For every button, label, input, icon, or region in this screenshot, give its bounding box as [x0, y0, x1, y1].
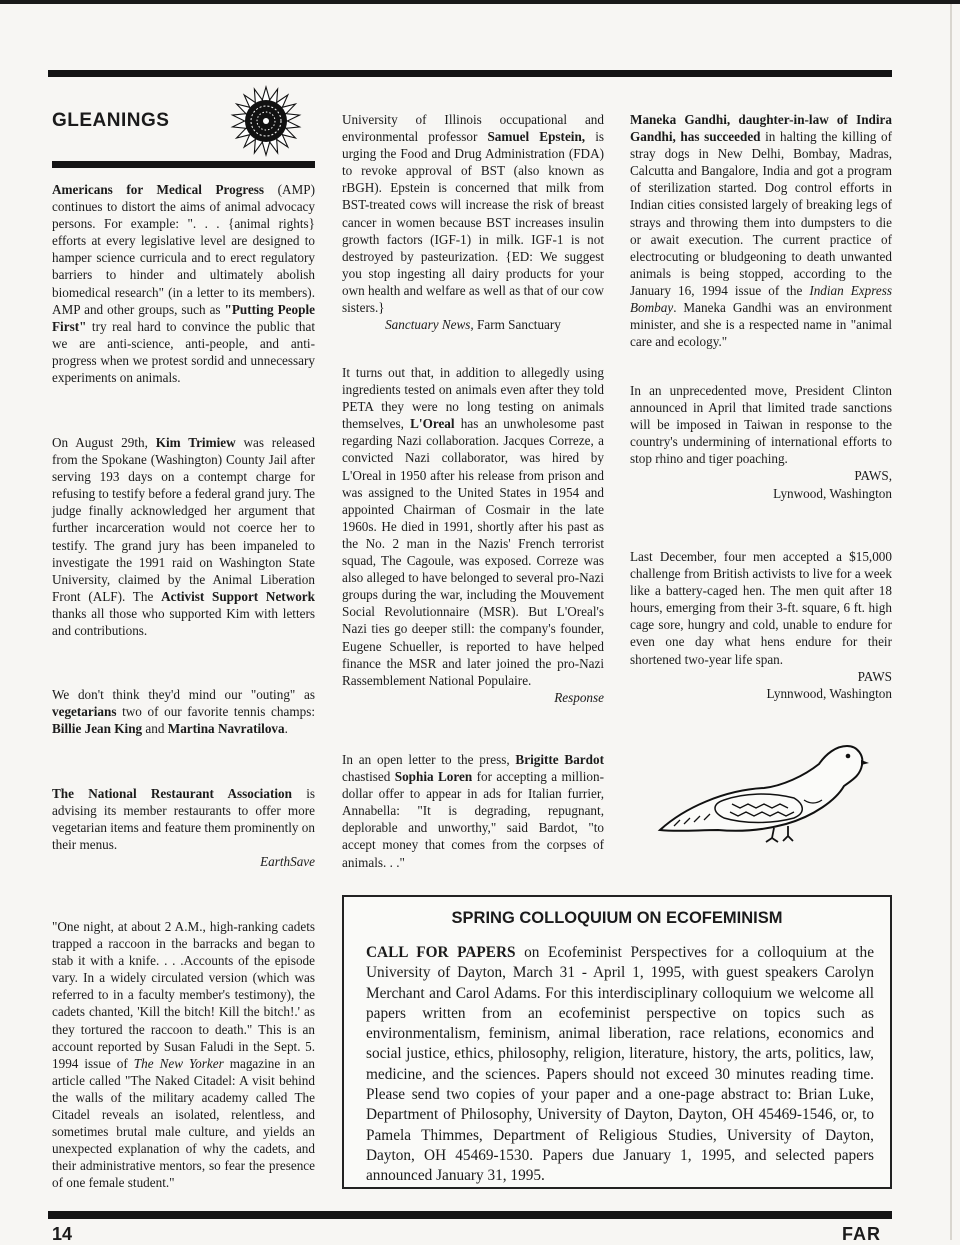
source-credit: Response — [554, 689, 604, 705]
source-credit: PAWS — [857, 668, 892, 684]
page-number: 14 — [52, 1224, 73, 1244]
source-credit: Sanctuary News, Farm Sanctuary — [385, 317, 561, 333]
publication-tag: FAR — [842, 1224, 881, 1244]
article-clinton: In an unprecedented move, President Clinton announced in April that limited trade sanctions will be imposed in Taiwan in response to the country's undermining of international efforts to stop rhino and tiger poaching. PAWS, Lynwood, Washington — [630, 383, 892, 501]
colloquium-box — [342, 895, 892, 1189]
colloquium-title: SPRING COLLOQUIUM ON ECOFEMINISM — [451, 909, 783, 927]
article-hens: Last December, four men accepted a $15,000 challenge from British activists to live for a week like a battery-caged hen. The men quit after 18 hours, emerging from their 3-ft. square, 6 ft. high cage sore, hungry and cold, unable to endure for even one day what hens endure for their shortened two-year life span. PAWS Lynnwood, Washington — [630, 549, 892, 701]
article-citadel: "One night, at about 2 A.M., high-ranking cadets trapped a raccoon in the barracks and began to stab it with a knife. . . .Accounts of the episode vary. In a widely circulated version (which was referred to in a faculty member's testimony), the cadets chanted, 'Kill the bitch! Kill the bitch!.' as they tortured the raccoon to death." This is an account reported by Susan Faludi in the Sept. 5. 1994 issue of The New Yorker magazine in an article called "The Naked Citadel: A visit behind the walls of the military academy called The Citadel reveals an isolated, relentless, and sometimes brutal male culture, and yields an unexpected explanation of why the cadets, and their administrative mentors, so fear the presence of one female student." — [52, 919, 315, 1191]
bottom-rule — [48, 1211, 892, 1219]
heading-rule — [52, 161, 315, 168]
page-top-edge — [0, 0, 960, 4]
article-amp: Americans for Medical Progress (AMP) continues to distort the aims of animal advocacy persons. For example: ". . . {animal rights} efforts at every legislative level are designed to hamper science curricula and to erect regulatory barriers to hinder and ultimately abolish biomedical research" (in a letter to its members). AMP and other groups, such as "Putting People First" try real hard to convince the public that we are anti-science, anti-people, and anti-progress when we protest sordid and unnecessary experiments on animals. — [52, 182, 315, 386]
article-trimiew: On August 29th, Kim Trimiew was released from the Spokane (Washington) County Jail after serving 193 days on a contempt charge for refusing to testify before a federal grand jury. The judge finally acknowledged her argument that further incarceration would not coerce her to testify. The grand jury has been impaneled to investigate the 1991 raid on Washington State University, claimed by the Animal Liberation Front (ALF). The Activist Support Network thanks all those who supported Kim with letters and contributions. — [52, 435, 316, 639]
source-credit: EarthSave — [260, 854, 315, 870]
article-bst: University of Illinois occupational and environmental professor Samuel Epstein, is urging the Food and Drug Administration (FDA) to revoke approval of BST (also known as rBGH). Epstein is concerned that milk from BST-treated cows will increase the risk of breast cancer in women because BST increases insulin growth factors (IGF-1) in milk. IGF-1 is not destroyed by pasteurization. {ED: We suggest you stop ingesting all dairy products for your own health and welfare as well as that of our cow sisters.} Sanctuary News, Farm Sanctuary — [342, 112, 604, 333]
article-tennis: We don't think they'd mind our "outing" as vegetarians two of our favorite tennis champs: Billie Jean King and Martina Navratilova. — [52, 687, 315, 737]
sunflower-icon — [228, 84, 304, 158]
article-loreal: It turns out that, in addition to allegedly using ingredients tested on animals even after they told PETA they were no long testing on animals themselves, L'Oreal has an unwholesome past regarding Nazi collaboration. Jacques Correze, a convicted Nazi collaborator, was hired by L'Oreal in 1950 after his release from prison and was assigned to the United States in 1954 and appointed Chairman of Cosmair in the late 1960s. He died in 1991, shortly after his past as the No. 2 man in the Nazis' French terrorist squad, The Cagoule, was exposed. Correze was also alleged to have belonged to several pro-Nazi groups during the war, including the Mouvement Social Revolutionnaire (MSR). But L'Oreal's Nazi ties go deeper still: the company's founder, Eugene Schueller, is reported to have helped finance the MSR and later joined the pro-Nazi Rassemblement National Populaire. Response — [342, 365, 604, 705]
article-restaurant-association: The National Restaurant Association is advising its member restaurants to offer more vegetarian items and feature them prominently on their menus. EarthSave — [52, 786, 316, 870]
colloquium-body: CALL FOR PAPERS on Ecofeminist Perspectives for a colloquium at the University of Dayton, March 31 - April 1, 1995, with guest speakers Carolyn Merchant and Carol Adams. For this interdisciplinary colloquium we welcome all papers written from an ecofeminist perspective on topics such as environmentalism, feminism, animal liberation, race relations, economics and social justice, ethics, philosophy, religion, literature, history, the arts, politics, law, medicine, and the sciences. Papers should not exceed 30 minutes reading time. Please send two copies of your paper and a one-page abstract to: Brian Luke, Department of Philosophy, University of Dayton, Dayton, OH 45469-1546, or, to Pamela Thimmes, Department of Religious Studies, University of Dayton, Dayton, OH 45469-1530. Papers due January 1, 1995, and selected papers announced January 31, 1995. — [366, 944, 874, 1185]
top-rule — [48, 70, 892, 77]
page-fold — [950, 4, 952, 1240]
source-credit: Lynwood, Washington — [773, 485, 892, 501]
article-gandhi: Maneka Gandhi, daughter-in-law of Indira Gandhi, has succeeded in halting the killing of stray dogs in New Delhi, Bombay, Madras, Calcutta and Bangalore, India and got a program of sterilization started. Dog control efforts in Indian cities consisted largely of breaking legs of strays and throwing them into dumpsters to die or await execution. The current practice of electrocuting or bludgeoning to death unwanted animals is being stopped, according to the January 16, 1994 issue of the Indian Express Bombay. Maneka Gandhi was an environment minister, and she is a respected name in "animal care and ecology." — [630, 112, 893, 350]
bird-icon — [654, 738, 870, 848]
source-credit: PAWS, — [854, 468, 892, 484]
section-heading: GLEANINGS — [52, 110, 170, 131]
article-bardot: In an open letter to the press, Brigitte Bardot chastised Sophia Loren for accepting a million-dollar offer to appear in ads for Italian furrier, Annabella: "It is degrading, repugnant, deplorable and unworthy," said Bardot, "to accept money that comes from the corpses of animals. . ." — [342, 752, 605, 870]
source-credit: Lynnwood, Washington — [766, 685, 892, 701]
